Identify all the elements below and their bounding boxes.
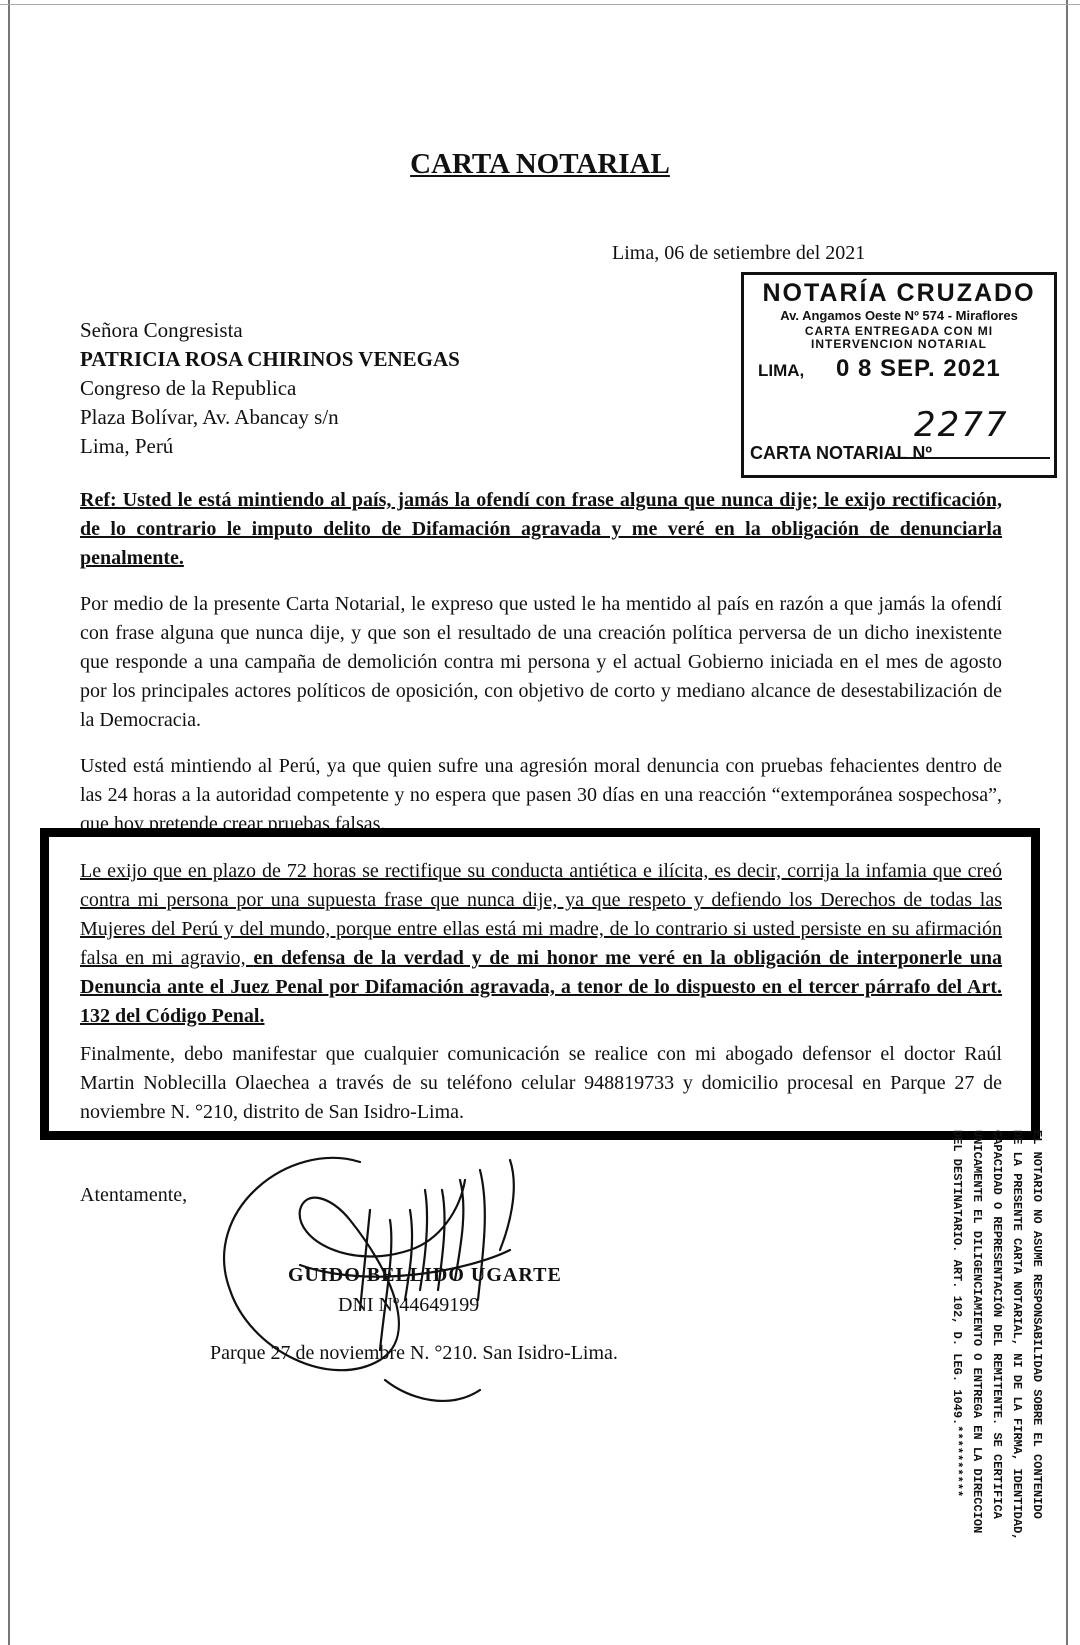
recipient-block — [80, 316, 460, 461]
page-edge-top — [0, 4, 1080, 5]
stamp-letter-label: CARTA NOTARIAL Nº — [750, 443, 932, 463]
disclaimer-col-3: CAPACIDAD O REPRESENTACIÓN DEL REMITENTE. SE CERTIFICA — [990, 1130, 1004, 1519]
stamp-city: LIMA, — [758, 361, 805, 380]
closing-line: Atentamente, — [80, 1184, 188, 1206]
notary-stamp — [741, 272, 1057, 478]
disclaimer-col-5: DEL DESTINATARIO. ART. 102, D. LEG. 1049.********** — [950, 1130, 964, 1498]
page-edge-right — [1066, 0, 1068, 1645]
body-paragraph-2: Usted está mintiendo al Perú, ya que quien sufre una agresión moral denuncia con pruebas fehacientes dentro de las 24 horas a la autoridad competente y no espera que pasen 30 días en una reacción “extemporánea sospechosa”, que hoy pretende crear pruebas falsas. — [80, 755, 1002, 835]
stamp-notary-name: NOTARÍA CRUZADO — [762, 279, 1036, 307]
stamp-line-1: CARTA ENTREGADA CON MI — [804, 324, 994, 338]
stamp-handwritten-number: 2277 — [914, 405, 1009, 445]
stamp-line-2: INTERVENCION NOTARIAL — [811, 337, 987, 351]
recipient-street: Plaza Bolívar, Av. Abancay s/n — [80, 405, 339, 429]
stamp-date: 0 8 SEP. 2021 — [836, 355, 1001, 382]
disclaimer-col-2: DE LA PRESENTE CARTA NOTARIAL, NI DE LA FIRMA, IDENTIDAD, — [1010, 1130, 1024, 1541]
signer-address: Parque 27 de noviembre N. °210. San Isidro-Lima. — [210, 1342, 618, 1364]
disclaimer-col-4: UNICAMENTE EL DILIGENCIAMIENTO O ENTREGA EN LA DIRECCION — [970, 1130, 984, 1534]
paragraph-3-text: Le exijo que en plazo de 72 horas se rectifique su conducta antiética e ilícita, es decir, corrija la infamia que creó contra mi persona por una supuesta frase que nunca dije, ya que respeto y defiendo los Derechos de todas las Mujeres del Perú y del mundo, porque entre ellas está mi madre, de lo contrario si usted persiste en su afirmación falsa en mi agravio, — [80, 860, 1002, 969]
highlight-box — [40, 828, 1040, 1140]
page-edge-left — [8, 0, 10, 1645]
handwritten-signature — [210, 1150, 590, 1410]
body-paragraph-1: Por medio de la presente Carta Notarial, le expreso que usted le ha mentido al país en razón a que jamás la ofendí con frase alguna que nunca dije, y que son el resultado de una creación política perversa de un dicho inexistente que responde a una campaña de demolición contra mi persona y el actual Gobierno iniciada en el mes de agosto por los principales actores políticos de oposición, con objetivo de corto y mediano alcance de desestabilización de la Democracia. — [80, 593, 1002, 731]
recipient-name: PATRICIA ROSA CHIRINOS VENEGAS — [80, 347, 460, 371]
body-paragraph-4: Finalmente, debo manifestar que cualquier comunicación se realice con mi abogado defensor el doctor Raúl Martin Noblecilla Olaechea a través de su teléfono celular 948819733 y domicilio procesal en Parque 27 de noviembre N. °210, distrito de San Isidro-Lima. — [80, 1043, 1002, 1123]
recipient-city: Lima, Perú — [80, 434, 174, 458]
stamp-address: Av. Angamos Oeste Nº 574 - Miraflores — [780, 308, 1018, 323]
recipient-title: Señora Congresista — [80, 318, 243, 342]
notary-disclaimer — [938, 1130, 1046, 1620]
reference-line: Ref: Usted le está mintiendo al país, jamás la ofendí con frase alguna que nunca dije; le exijo rectificación, de lo contrario le imputo delito de Difamación agravada y me veré en la obligación de denunciarla penalmente. — [80, 489, 1002, 569]
signer-name: GUIDO BELLIDO UGARTE — [288, 1264, 562, 1286]
document-title: CARTA NOTARIAL — [410, 148, 670, 180]
recipient-institution: Congreso de la Republica — [80, 376, 297, 400]
disclaimer-col-1: EL NOTARIO NO ASUME RESPONSABILIDAD SOBRE EL CONTENIDO — [1030, 1130, 1044, 1519]
paragraph-3-bold-text: en defensa de la verdad y de mi honor me veré en la obligación de interponerle una Denuncia ante el Juez Penal por Difamación agravada, a tenor de lo dispuesto en el tercer párrafo del Art. 132 del Código Penal. — [80, 947, 1002, 1027]
date-line: Lima, 06 de setiembre del 2021 — [612, 242, 866, 264]
signer-dni: DNI Nº44649199 — [338, 1294, 480, 1316]
